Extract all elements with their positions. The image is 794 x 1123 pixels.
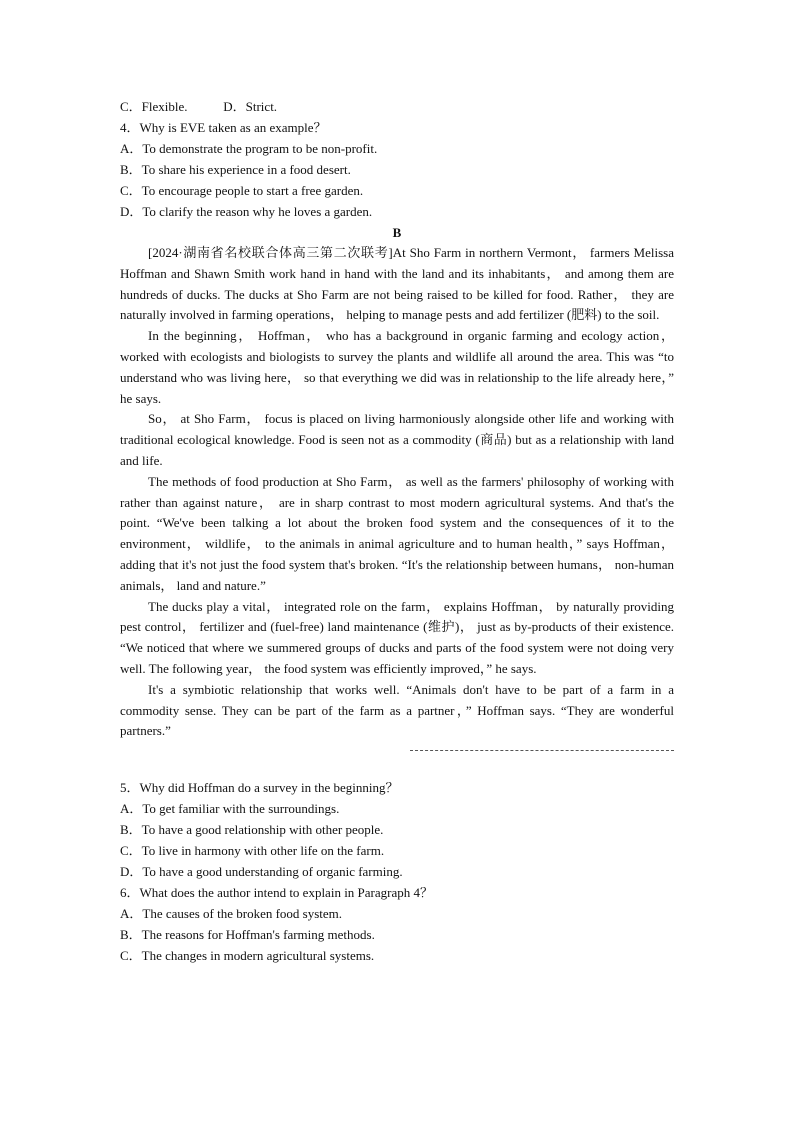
spacer [120, 751, 674, 777]
passage-paragraph-5: The ducks play a vital， integrated role on the farm， explains Hoffman， by naturally providing pest control， fertilizer and (fuel-free) land maintenance (维护)， just as by-products of their existence. “We noticed that where we summered groups of ducks and parts of the food system were not doing very well. The following year， the food system was efficiently improved，” he says. [120, 598, 674, 676]
question-4-option-b: B．To share his experience in a food desert. [120, 162, 351, 177]
worksheet-page [120, 96, 674, 966]
question-5-stem: 5．Why did Hoffman do a survey in the beginning？ [120, 780, 399, 796]
option-text: Flexible. [141, 99, 188, 114]
question-6-option-a: A．The causes of the broken food system. [120, 906, 343, 922]
q3-option-c [120, 96, 220, 117]
passage-paragraph-1: [2024·湖南省名校联合体高三第二次联考]At Sho Farm in northern Vermont， farmers Melissa Hoffman and Shawn Smith work hand in hand with the land and its inhabitants， and among them are hundreds of ducks. The ducks at Sho Farm are not being raised to be killed for food. Rather， they are naturally involved in farming operations， helping to manage pests and add fertilizer (肥料) to the soil. [120, 245, 674, 323]
option-letter: D． [223, 99, 246, 114]
q3-option-d [223, 96, 277, 117]
question-5-option-d: D．To have a good understanding of organic farming. [120, 864, 403, 880]
question-6-stem: 6．What does the author intend to explain in Paragraph 4？ [120, 885, 434, 901]
option-text: Strict. [245, 99, 278, 114]
question-4-option-a: A．To demonstrate the program to be non-profit. [120, 141, 378, 156]
question-5-option-c: C．To live in harmony with other life on the farm. [120, 843, 385, 859]
q3-options-row [120, 96, 674, 117]
question-4-option-c: C．To encourage people to start a free garden. [120, 183, 364, 198]
passage-paragraph-4: The methods of food production at Sho Farm， as well as the farmers' philosophy of working with rather than against nature， are in sharp contrast to most modern agricultural systems. And that's the point. “We've been talking a lot about the broken food system and the consequences of it to the environment， wildlife， to the animals in animal agriculture and to human health，” says Hoffman， adding that it's not just the food system that's broken. “It's the relationship between humans， non-human animals， land and nature.” [120, 473, 674, 593]
passage-paragraph-2: In the beginning， Hoffman， who has a background in organic farming and ecology action， worked with ecologists and biologists to survey the plants and wildlife all around the area. This was “to understand who was living here， so that everything we did was in relationship to the life already here，” he says. [120, 328, 674, 406]
question-4-stem: 4．Why is EVE taken as an example？ [120, 120, 327, 135]
question-5-option-b: B．To have a good relationship with other people. [120, 822, 384, 838]
question-6-option-b: B．The reasons for Hoffman's farming methods. [120, 927, 375, 943]
question-4-option-d: D．To clarify the reason why he loves a garden. [120, 204, 373, 219]
question-5-option-a: A．To get familiar with the surroundings. [120, 801, 340, 817]
passage-paragraph-6: It's a symbiotic relationship that works well. “Animals don't have to be part of a farm in a commodity sense. They can be part of the farm as a partner，” Hoffman says. “They are wonderful partners.” [120, 681, 674, 739]
option-letter: C． [120, 99, 142, 114]
section-b-heading: B [392, 225, 402, 240]
passage-paragraph-3: So， at Sho Farm， focus is placed on living harmoniously alongside other life and working with traditional ecological knowledge. Food is seen not as a commodity (商品) but as a relationship with land and life. [120, 411, 674, 468]
question-6-option-c: C．The changes in modern agricultural systems. [120, 948, 375, 964]
